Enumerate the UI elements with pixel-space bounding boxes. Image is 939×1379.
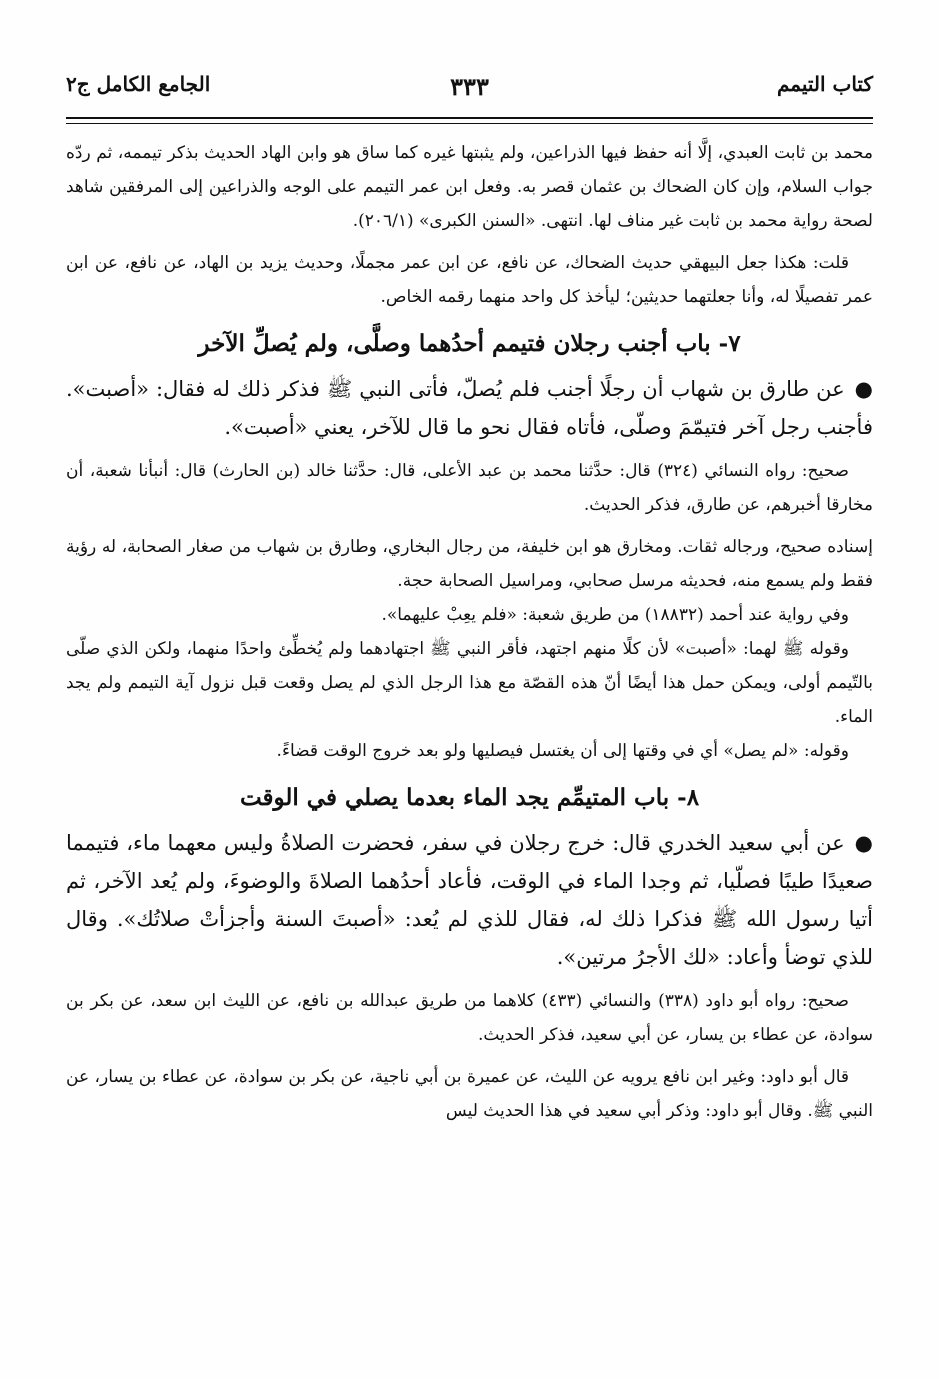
page-header	[66, 66, 873, 116]
bullet-icon: ●	[854, 376, 873, 401]
takhrij-paragraph-2: صحيح: رواه أبو داود (٣٣٨) والنسائي (٤٣٣) كلاهما من طريق عبدالله بن نافع، عن الليث ابن سعد، عن بكر بن سوادة، عن عطاء بن يسار، عن أبي سعيد، فذكر الحديث.	[66, 991, 873, 1045]
chapter-heading-7: ٧- باب أجنب رجلان فتيمم أحدُهما وصلَّى، ولم يُصلِّ الآخر	[198, 330, 741, 357]
bullet-icon: ●	[854, 830, 873, 855]
paragraph-note: قلت: هكذا جعل البيهقي حديث الضحاك، عن نافع، عن ابن عمر مجملًا، وحديث يزيد بن الهاد، عن نافع، عن ابن عمر تفصيلًا له، وأنا جعلتهما حديثين؛ ليأخذ كل واحد منهما رقمه الخاص.	[66, 253, 873, 307]
abu-dawud-paragraph: قال أبو داود: وغير ابن نافع يرويه عن الليث، عن عميرة بن أبي ناجية، عن بكر بن سوادة، عن عطاء بن يسار، عن النبي ﷺ. وقال أبو داود: وذكر أبي سعيد في هذا الحديث ليس	[66, 1067, 873, 1121]
chapter-heading-8: ٨- باب المتيمِّم يجد الماء بعدما يصلي في الوقت	[239, 784, 700, 811]
hadith-7-body: عن طارق بن شهاب أن رجلًا أجنب فلم يُصلّ، فأتى النبي ﷺ فذكر ذلك له فقال: «أصبت». فأجنب رجل آخر فتيمّمَ وصلّى، فأتاه فقال نحو ما قال للآخر، يعني «أصبت».	[66, 377, 873, 439]
chapter-title: كتاب التيمم	[776, 72, 873, 96]
hadith-text-8	[66, 824, 873, 976]
commentary-paragraph: وقوله ﷺ لهما: «أصبت» لأن كلًا منهم اجتهد، فأقر النبي ﷺ اجتهادهما ولم يُخطِّئ واحدًا منهما، ولكن الذي صلّى بالتّيمم أولى، ويمكن حمل هذا أيضًا أنّ هذه القصّة مع هذا الرجل الذي لم يصل وقعت قبل نزول آية التيمم ولم يجد الماء.	[66, 639, 873, 727]
hadith-text-7	[66, 370, 873, 446]
narration-paragraph: وفي رواية عند أحمد (١٨٨٣٢) من طريق شعبة: «فلم يعِبْ عليهما».	[381, 605, 849, 625]
paragraph-continuation: محمد بن ثابت العبدي، إلَّا أنه حفظ فيها الذراعين، ولم يثبتها غيره كما ساق هو وابن الهاد الحديث بذكر تيممه، ثم ردّه جواب السلام، وإن كان الضحاك بن عثمان قصر به. وفعل ابن عمر التيمم على الوجه والذراعين إلى المرفقين شاهد لصحة رواية محمد بن ثابت غير مناف لها. انتهى. «السنن الكبرى» (٢٠٦/١).	[66, 143, 873, 231]
commentary-paragraph-2: وقوله: «لم يصل» أي في وقتها إلى أن يغتسل فيصليها ولو بعد خروج الوقت قضاءً.	[276, 741, 849, 761]
page-body	[66, 136, 873, 1128]
header-rule-thin	[66, 123, 873, 124]
hadith-8-body: عن أبي سعيد الخدري قال: خرج رجلان في سفر، فحضرت الصلاةُ وليس معهما ماء، فتيمما صعيدًا طيبًا فصلّيا، ثم وجدا الماء في الوقت، فأعاد أحدُهما الصلاةَ والوضوءَ، ولم يُعد الآخر، ثم أتيا رسول الله ﷺ فذكرا ذلك له، فقال للذي لم يُعد: «أصبتَ السنة وأجزأتْ صلاتُك». وقال للذي توضأ وأعاد: «لك الأجرُ مرتين».	[66, 831, 873, 969]
isnad-paragraph: إسناده صحيح، ورجاله ثقات. ومخارق هو ابن خليفة، من رجال البخاري، وطارق بن شهاب من صغار الصحابة، له رؤية فقط ولم يسمع منه، فحديثه مرسل صحابي، ومراسيل الصحابة حجة.	[66, 537, 873, 591]
page-number: ٣٣٣	[450, 72, 489, 101]
takhrij-paragraph: صحيح: رواه النسائي (٣٢٤) قال: حدَّثنا محمد بن عبد الأعلى، قال: حدَّثنا خالد (بن الحارث) قال: أنبأنا شعبة، أن مخارقا أخبرهم، عن طارق، فذكر الحديث.	[66, 461, 873, 515]
book-title: الجامع الكامل ج٢	[66, 72, 211, 96]
header-rule-thick	[66, 117, 873, 119]
